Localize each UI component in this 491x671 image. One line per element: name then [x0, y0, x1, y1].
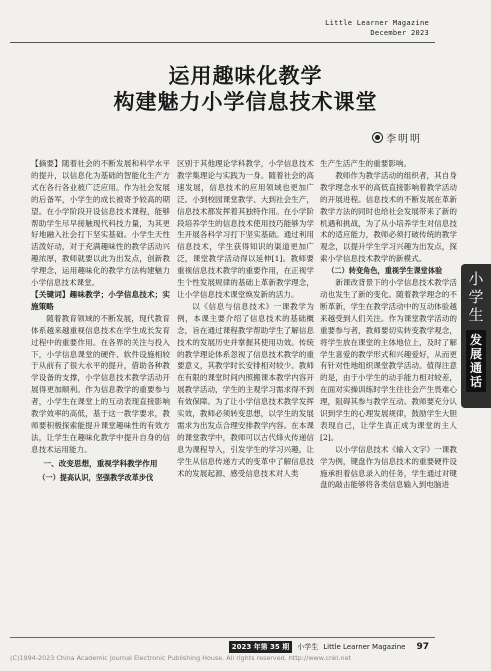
subsection-heading: （二）转变角色，重视学生课堂体验 [327, 266, 443, 276]
paragraph: 以《信息与信息技术》一课教学为例，本课主要介绍了信息技术的基础概念，旨在通过课程教学帮助学生了解信息技术的发展历史并掌握其使用功效。传统的教学理论体系忽视了信息技术教学的重要意义，其教学时长安排相对较少。教师在有限的课堂时间内照搬课本教学内容开展教学活动，学生的主观学习需求得不到有效保障。为了让小学信息技术教学发挥实效，教师必须转变思想，以学生的发展需求为出发点合理安排教学内容。在本课的课堂教学中，教师可以古代烽火传递信息为课程导入，引发学生的学习兴趣，让学生从信息传递方式的变革中了解信息技术的发展起源、感受信息技术对人类 [177, 301, 314, 478]
author-byline [372, 130, 422, 145]
author-bullet-icon [372, 132, 383, 143]
paragraph: 随着教育领域的不断发展，现代教育体系越来越重视信息技术在学生成长发育过程中的重要作用。在各界的关注与投入下，小学信息课堂的硬件、软件设施相较于从前有了很大水平的提升，借助各种教学设备的支撑，小学信息技术教学活动开展得更加顺利。作为信息教学的重要参与者，小学生在课堂上的互动表现直接影响教学效率的高低，基于这一教学要求，教师要积极探索能提升课堂趣味性的有效方法，让学生在趣味化教学中提升自身的信息技术运用能力。 [31, 313, 170, 454]
section-heading: 一、改变思想，重视学科教学作用 [43, 458, 158, 468]
header-rule [10, 42, 435, 43]
masthead [325, 18, 429, 38]
subsection-heading: （一）提高认识，坚强教学改革步伐 [38, 472, 154, 482]
footer-magazine: 小学生 [297, 643, 319, 651]
paragraph: 新课改背景下的小学信息技术教学活动也发生了新的变化。随着教学理念的不断革新，学生在教学活动中的互动体验越来越受到人们关注。作为课堂教学活动的重要参与者，教师要切实转变教学观念，将学生放在课堂的主体地位上，及时了解学生喜爱的教学形式和兴趣爱好，从而更有针对性地组织课堂教学活动。值得注意的是，由于小学生的动手能力相对较差，在面对实操训练时学生往往会产生畏难心理，阻碍其参与教学互动。教师要充分认识到学生的心理发展规律，鼓励学生大胆表现自己，让学生真正成为课堂的主人[2]。 [320, 278, 457, 442]
footer-rule [10, 637, 435, 638]
masthead-magazine: Little Learner Magazine [325, 19, 429, 27]
column-2 [177, 158, 314, 479]
copyright-notice: (C)1994-2023 China Academic Journal Electronic Publishing House. All rights reserved. http://www.cnki.net [10, 654, 352, 662]
column-3 [320, 158, 457, 491]
masthead-date: December 2023 [370, 29, 429, 37]
abstract: 【摘要】随着社会的不断发展和科学水平的提升，以信息化为基础的智能化生产方式在各行各业被广泛应用。作为社会发展的后备军，小学生的成长被寄予较高的期望。在小学阶段开设信息技术课程，能够帮助学生尽早接触现代科技力量，为其更好地融入社会打下坚实基础。小学生天性活泼好动，对于充满趣味性的教学活动兴趣浓厚，教师就要以此为出发点，创新教学理念，运用趣味化的教学方法构建魅力小学信息技术课堂。 [31, 159, 170, 288]
side-tab-label: 小学生 [468, 270, 484, 324]
issue-label: 2023 年第 35 期 [229, 641, 293, 653]
footer-magazine-en: Little Learner Magazine [323, 643, 406, 651]
paragraph: 教师作为教学活动的组织者，其自身教学理念水平的高低直接影响着教学活动的开展进程。信息技术的不断发展在革新教学方法的同时也给社会发展带来了新的机遇和挑战，为了从小培养学生对信息技术的适应能力，教师必须打破传统的教学观念，以提升学生学习兴趣为出发点，探索小学信息技术教学的新模式。 [320, 170, 457, 264]
paragraph: 以小学信息技术《输入文字》一课教学为例，键盘作为信息技术的重要硬件设施承担着信息录入的任务，学生通过对键盘的敲击能够将各类信息输入到电脑进 [320, 444, 457, 490]
page-number: 97 [416, 642, 429, 652]
article-title [0, 63, 491, 115]
column-1 [31, 158, 170, 483]
section-side-tab [461, 264, 491, 408]
paragraph: 区别于其他理论学科教学，小学信息技术教学集理论与实践为一身。随着社会的高速发展，信息技术的应用领域也更加广泛。小到校园课堂教学、大到社会生产，信息技术都发挥着其独特作用。在小学阶段培养学生的信息技术使用技巧能够为学生开展各科学习打下坚实基础。通过利用信息技术，学生获得知识的渠道更加广泛，课堂教学活动得以延伸[1]。教师要重视信息技术教学的重要作用，在正视学生个性发展规律的基础上革新教学理念，让小学信息技术课堂焕发新的活力。 [177, 159, 314, 299]
page-footer [229, 641, 429, 653]
keywords: 【关键词】趣味教学；小学信息技术；实施策略 [31, 289, 170, 311]
author-name: 李明明 [386, 134, 422, 145]
side-tab-column-label: 发展通话 [466, 330, 486, 392]
title-line-1: 运用趣味化教学 [168, 63, 323, 88]
paragraph: 生产生活产生的重要影响。 [320, 159, 412, 168]
title-line-2: 构建魅力小学信息技术课堂 [113, 89, 378, 114]
